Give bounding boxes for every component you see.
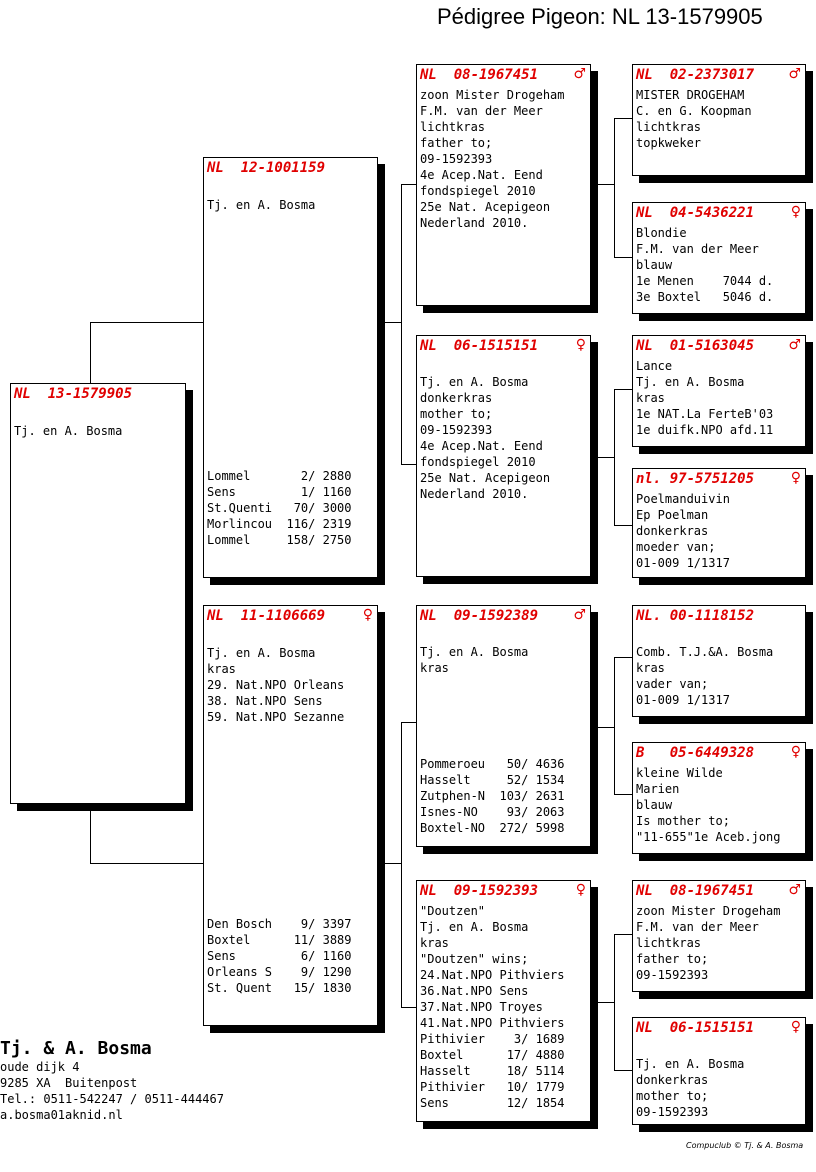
- male-icon: ♂: [788, 66, 801, 82]
- pigeon-card-dd[interactable]: [416, 880, 591, 1122]
- pigeon-card-ds[interactable]: [416, 605, 591, 847]
- connector-line: [90, 322, 204, 323]
- breeder-name: Tj. & A. Bosma: [0, 1038, 152, 1059]
- connector-line: [590, 457, 614, 458]
- connector-line: [614, 257, 632, 258]
- breeder-email[interactable]: a.bosma01aknid.nl: [0, 1108, 123, 1122]
- connector-line: [614, 657, 632, 658]
- ring-number: NL 08-1967451: [420, 67, 539, 83]
- pigeon-card-subject[interactable]: [10, 383, 186, 804]
- race-results: Lommel 2/ 2880 Sens 1/ 1160 St.Quenti 70/ 3000 Morlincou 116/ 2319 Lommel 158/ 2750: [207, 469, 352, 547]
- connector-line: [377, 322, 401, 323]
- pigeon-card-sds[interactable]: [632, 335, 806, 447]
- pigeon-card-sire[interactable]: [203, 157, 378, 578]
- connector-line: [377, 863, 401, 864]
- credit-text: Compuclub © Tj. & A. Bosma: [686, 1141, 804, 1150]
- connector-line: [614, 657, 615, 795]
- pigeon-card-sss[interactable]: [632, 64, 806, 176]
- ring-number: NL 04-5436221: [636, 205, 755, 221]
- breeder-info: [0, 1038, 224, 1123]
- connector-line: [401, 722, 402, 1008]
- breeder-phone: Tel.: 0511-542247 / 0511-444467: [0, 1092, 224, 1106]
- sex-icon: ♀: [362, 607, 373, 623]
- connector-line: [614, 934, 632, 935]
- connector-line: [614, 118, 632, 119]
- pigeon-card-ddd[interactable]: [632, 1017, 806, 1125]
- connector-line: [614, 934, 615, 1071]
- connector-line: [614, 118, 615, 258]
- male-icon: ♂: [788, 882, 801, 898]
- female-icon: ♀: [790, 470, 801, 486]
- pigeon-info: Tj. en A. Bosma kras: [420, 645, 529, 675]
- ring-number: B 05-6449328: [636, 745, 755, 761]
- ring-number: NL 06-1515151: [636, 1020, 755, 1036]
- ring-number: NL 09-1592393: [420, 883, 539, 899]
- pigeon-card-ss[interactable]: [416, 64, 591, 306]
- connector-line: [590, 184, 614, 185]
- ring-number: NL 13-1579905: [14, 386, 133, 402]
- connector-line: [401, 1007, 417, 1008]
- pigeon-info: Tj. en A. Bosma donkerkras mother to; 09-1592393: [636, 1057, 745, 1119]
- breeder-city: 9285 XA Buitenpost: [0, 1076, 138, 1090]
- pigeon-info: Blondie F.M. van der Meer blauw 1e Menen 7044 d. 3e Boxtel 5046 d.: [636, 226, 774, 304]
- pigeon-info: "Doutzen" Tj. en A. Bosma kras "Doutzen" wins; 24.Nat.NPO Pithviers 36.Nat.NPO Sens 37.Nat.NPO Troyes 41.Nat.NPO Pithviers Pithivier 3/ 1689 Boxtel 17/ 4880 Hasselt 18/ 5114 Pithivier 10/ 1779 Sens 12/ 1854: [420, 904, 565, 1110]
- ring-number: NL 01-5163045: [636, 338, 755, 354]
- ring-number: NL 09-1592389: [420, 608, 539, 624]
- pigeon-card-dsd[interactable]: [632, 742, 806, 854]
- race-results: Pommeroeu 50/ 4636 Hasselt 52/ 1534 Zutphen-N 103/ 2631 Isnes-NO 93/ 2063 Boxtel-NO 272/ 5998: [420, 757, 565, 835]
- race-results: Den Bosch 9/ 3397 Boxtel 11/ 3889 Sens 6/ 1160 Orleans S 9/ 1290 St. Quent 15/ 1830: [207, 917, 352, 995]
- pigeon-card-dss[interactable]: [632, 605, 806, 717]
- pigeon-info: Tj. en A. Bosma donkerkras mother to; 09-1592393 4e Acep.Nat. Eend fondspiegel 2010 25e Nat. Acepigeon Nederland 2010.: [420, 375, 551, 501]
- pigeon-info: Poelmanduivin Ep Poelman donkerkras moeder van; 01-009 1/1317: [636, 492, 730, 570]
- male-icon: ♂: [573, 607, 586, 623]
- connector-line: [90, 322, 91, 385]
- connector-line: [90, 803, 91, 863]
- pigeon-info: zoon Mister Drogeham F.M. van der Meer lichtkras father to; 09-1592393: [636, 904, 781, 982]
- male-icon: ♂: [573, 66, 586, 82]
- pigeon-info: Tj. en A. Bosma: [14, 424, 123, 438]
- pigeon-info: Lance Tj. en A. Bosma kras 1e NAT.La FerteB'03 1e duifk.NPO afd.11: [636, 359, 774, 437]
- male-icon: ♂: [788, 337, 801, 353]
- connector-line: [614, 389, 615, 526]
- ring-number: nl. 97-5751205: [636, 471, 755, 487]
- connector-line: [401, 184, 402, 465]
- pigeon-info: Tj. en A. Bosma: [207, 198, 316, 212]
- connector-line: [401, 464, 417, 465]
- ring-number: NL 06-1515151: [420, 338, 539, 354]
- pigeon-card-dam[interactable]: [203, 605, 378, 1026]
- pigeon-card-sd[interactable]: [416, 335, 591, 577]
- pigeon-card-dds[interactable]: [632, 880, 806, 992]
- pigeon-card-ssd[interactable]: [632, 202, 806, 314]
- pigeon-info: Comb. T.J.&A. Bosma kras vader van; 01-009 1/1317: [636, 645, 774, 707]
- ring-number: NL 02-2373017: [636, 67, 755, 83]
- connector-line: [614, 525, 632, 526]
- pigeon-info: Tj. en A. Bosma kras 29. Nat.NPO Orleans 38. Nat.NPO Sens 59. Nat.NPO Sezanne: [207, 646, 345, 724]
- connector-line: [90, 863, 204, 864]
- pigeon-info: MISTER DROGEHAM C. en G. Koopman lichtkras topkweker: [636, 88, 752, 150]
- ring-number: NL 11-1106669: [207, 608, 326, 624]
- connector-line: [401, 184, 417, 185]
- page-title: Pédigree Pigeon: NL 13-1579905: [437, 4, 763, 29]
- female-icon: ♀: [790, 204, 801, 220]
- pigeon-info: zoon Mister Drogeham F.M. van der Meer lichtkras father to; 09-1592393 4e Acep.Nat. Eend fondspiegel 2010 25e Nat. Acepigeon Nederland 2010.: [420, 88, 565, 230]
- female-icon: ♀: [790, 744, 801, 760]
- female-icon: ♀: [575, 882, 586, 898]
- female-icon: ♀: [575, 337, 586, 353]
- connector-line: [614, 1070, 632, 1071]
- connector-line: [401, 722, 417, 723]
- pigeon-card-sdd[interactable]: [632, 468, 806, 578]
- breeder-address: oude dijk 4: [0, 1060, 80, 1074]
- ring-number: NL 12-1001159: [207, 160, 326, 176]
- pigeon-info: kleine Wilde Marien blauw Is mother to; "11-655"1e Aceb.jong: [636, 766, 781, 844]
- female-icon: ♀: [790, 1019, 801, 1035]
- connector-line: [614, 794, 632, 795]
- connector-line: [590, 727, 614, 728]
- ring-number: NL. 00-1118152: [636, 608, 755, 624]
- connector-line: [614, 389, 632, 390]
- ring-number: NL 08-1967451: [636, 883, 755, 899]
- connector-line: [590, 1002, 614, 1003]
